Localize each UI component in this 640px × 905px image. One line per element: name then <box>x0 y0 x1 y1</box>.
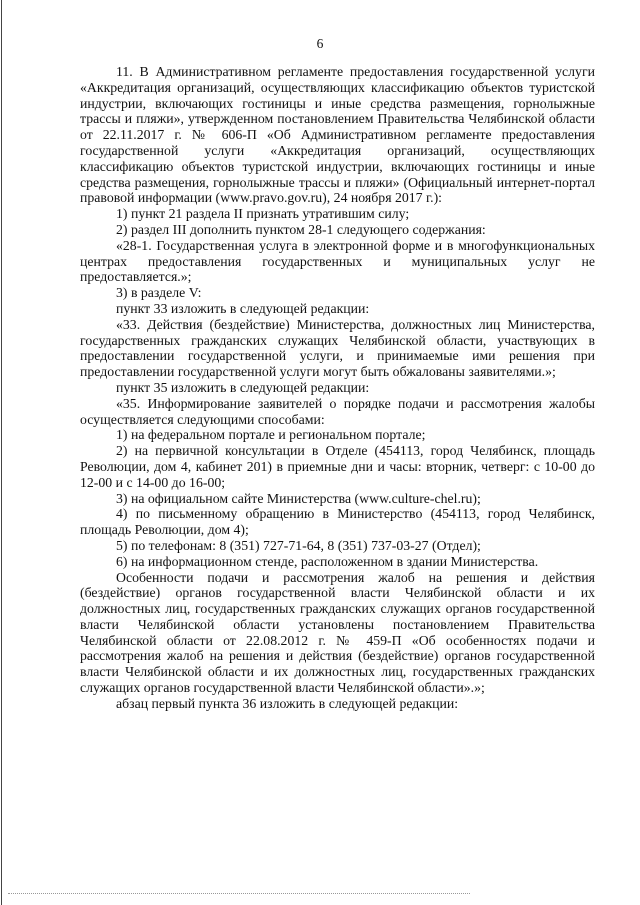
paragraph-method-4: 4) по письменному обращению в Министерство (454113, город Челябинск, площадь Революции, дом 4); <box>80 506 595 538</box>
paragraph-point-35: «35. Информирование заявителей о порядке подачи и рассмотрения жалобы осуществляется следующими способами: <box>80 395 595 427</box>
paragraph-point-33-intro: пункт 33 изложить в следующей редакции: <box>116 300 370 316</box>
paragraph-point-33: «33. Действия (бездействие) Министерства, должностных лиц Министерства, государственных гражданских служащих Челябинской области, участвующих в предоставлении государственной услуги, и принимаемые ими решения при предоставлении государственной услуги могут быть обжалованы заявителями.»; <box>80 316 595 380</box>
paragraph-method-1: 1) на федеральном портале и региональном портале; <box>116 427 426 443</box>
page-left-edge <box>1 0 2 905</box>
paragraph-subitem-3: 3) в разделе V: <box>116 285 202 301</box>
document-body <box>80 64 595 712</box>
paragraph-method-6: 6) на информационном стенде, расположенном в здании Министерства. <box>116 553 539 569</box>
paragraph-method-2: 2) на первичной консультации в Отделе (454113, город Челябинск, площадь Революции, дом 4, кабинет 201) в приемные дни и часы: вторник, четверг: с 10-00 до 12-00 и с 14-00 до 16-00; <box>80 443 595 490</box>
page-number: 6 <box>316 36 324 51</box>
paragraph-subitem-1: 1) пункт 21 раздела II признать утратившим силу; <box>116 206 410 222</box>
paragraph-point-36-intro: абзац первый пункта 36 изложить в следующей редакции: <box>116 695 459 711</box>
paragraph-method-5: 5) по телефонам: 8 (351) 727-71-64, 8 (351) 737-03-27 (Отдел); <box>116 537 481 553</box>
bottom-scan-edge <box>8 893 470 894</box>
paragraph-clause-28-1: «28-1. Государственная услуга в электронной форме и в многофункциональных центрах предоставления государственных и муниципальных услуг не предоставляется.»; <box>80 237 595 285</box>
paragraph-method-3: 3) на официальном сайте Министерства (www.culture-chel.ru); <box>116 490 481 506</box>
paragraph-complaints-features: Особенности подачи и рассмотрения жалоб на решения и действия (бездействие) органов государственной власти Челябинской области и их должностных лиц, государственных гражданских служащих органов государственной власти Челябинской области установлены постановлением Правительства Челябинской области от 22.08.2012 г. № 459-П «Об особенностях подачи и рассмотрения жалоб на решения и действия (бездействие) органов государственной власти Челябинской области и их должностных лиц, государственных гражданских служащих органов государственной власти Челябинской области».»; <box>80 569 595 696</box>
paragraph-point-35-intro: пункт 35 изложить в следующей редакции: <box>116 379 370 395</box>
paragraph-subitem-2: 2) раздел III дополнить пунктом 28-1 следующего содержания: <box>116 221 486 237</box>
paragraph-item-11: 11. В Административном регламенте предоставления государственной услуги «Аккредитация организаций, осуществляющих классификацию объектов туристской индустрии, включающих гостиницы и иные средства размещения, горнолыжные трассы и пляжи», утвержденном постановлением Правительства Челябинской области от 22.11.2017 г. № 606-П «Об Административном регламенте предоставления государственной услуги «Аккредитация организаций, осуществляющих классификацию объектов туристской индустрии, включающих гостиницы и иные средства размещения, горнолыжные трассы и пляжи» (Официальный интернет-портал правовой информации (www.pravo.gov.ru), 24 ноября 2017 г.): <box>80 64 595 206</box>
